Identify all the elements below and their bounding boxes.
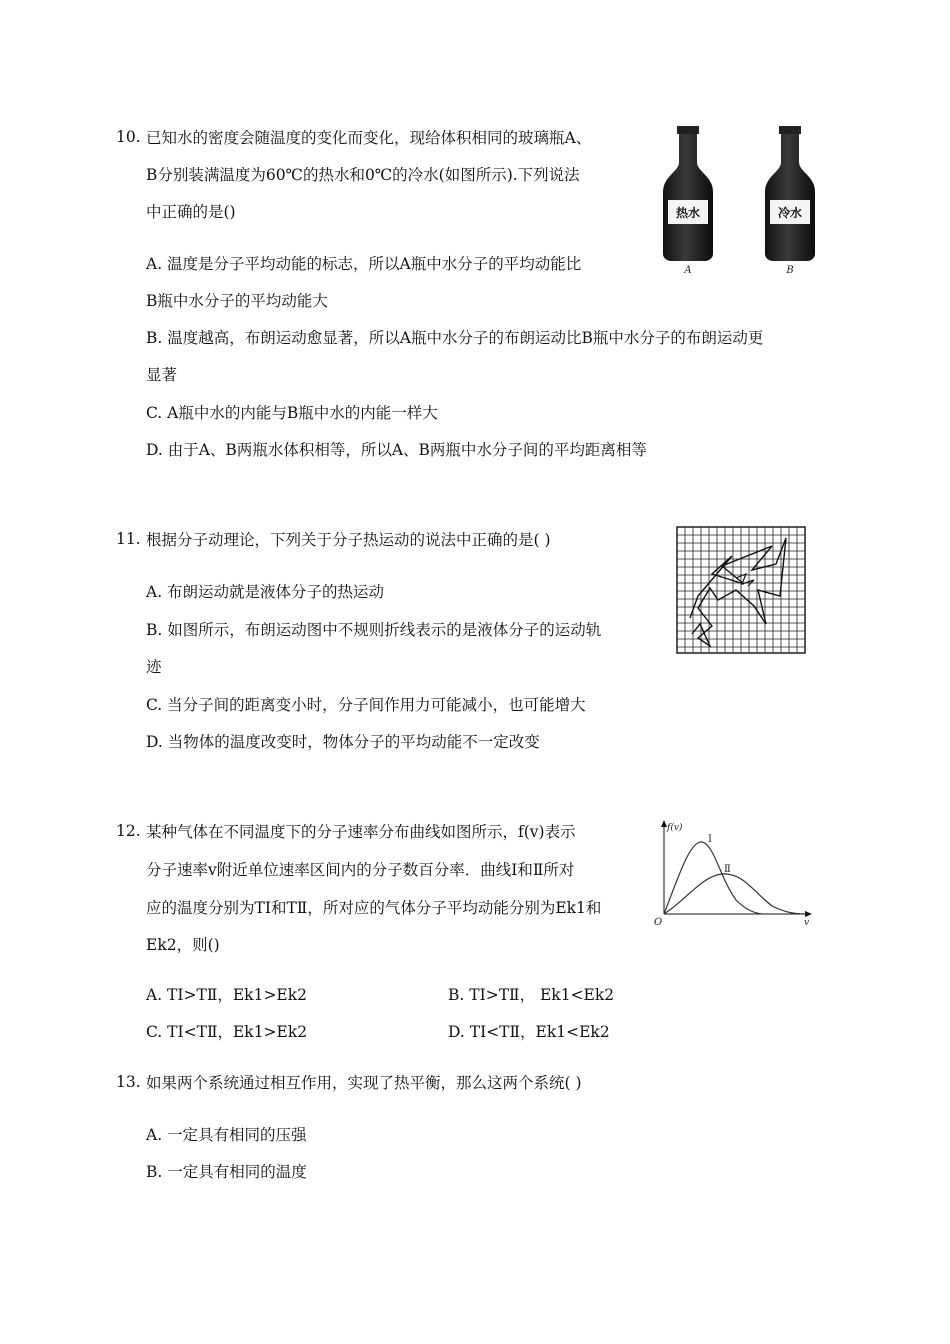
origin-label: O: [654, 917, 663, 928]
question-stem-line: 应的温度分别为TⅠ和TⅡ，所对应的气体分子平均动能分别为Ek1和: [146, 899, 602, 917]
question-stem-line: 中正确的是(): [146, 203, 236, 221]
option-b[interactable]: B. TⅠ>TⅡ， Ek1<Ek2: [448, 986, 615, 1004]
question-number: 10.: [116, 128, 141, 146]
option-c[interactable]: C. 当分子间的距离变小时，分子间作用力可能减小，也可能增大: [146, 696, 586, 714]
question-stem: 根据分子动理论，下列关于分子热运动的说法中正确的是( ): [146, 531, 551, 549]
option-b[interactable]: B. 温度越高，布朗运动愈显著，所以A瓶中水分子的布朗运动比B瓶中水分子的布朗运动更: [146, 329, 764, 347]
option-a[interactable]: A. 一定具有相同的压强: [146, 1126, 307, 1144]
option-a[interactable]: A. TⅠ>TⅡ，Ek1>Ek2: [146, 986, 307, 1004]
bottle-b-caption: B: [786, 265, 794, 276]
question-stem-line: B分别装满温度为60℃的热水和0℃的冷水(如图所示).下列说法: [146, 166, 580, 184]
option-a-continued: B瓶中水分子的平均动能大: [146, 292, 328, 310]
curve-2: [664, 874, 806, 914]
option-a[interactable]: A. 温度是分子平均动能的标志，所以A瓶中水分子的平均动能比: [146, 255, 582, 273]
option-a[interactable]: A. 布朗运动就是液体分子的热运动: [146, 583, 385, 601]
speed-distribution-figure: [650, 818, 815, 928]
option-c[interactable]: C. TⅠ<TⅡ，Ek1>Ek2: [146, 1023, 308, 1041]
option-d[interactable]: D. TⅠ<TⅡ，Ek1<Ek2: [448, 1023, 610, 1041]
question-stem-line: 某种气体在不同温度下的分子速率分布曲线如图所示，f(v)表示: [146, 823, 576, 841]
option-c[interactable]: C. A瓶中水的内能与B瓶中水的内能一样大: [146, 404, 438, 422]
x-axis-arrow: [805, 911, 812, 917]
brownian-motion-figure: [676, 526, 806, 654]
question-stem-line: 分子速率v附近单位速率区间内的分子数百分率．曲线Ⅰ和Ⅱ所对: [146, 861, 575, 879]
bottles-figure: [655, 124, 825, 276]
question-number: 11.: [116, 530, 141, 548]
question-stem-line: Ek2，则(): [146, 936, 220, 954]
option-b-continued: 显著: [146, 366, 178, 384]
question-stem-line: 已知水的密度会随温度的变化而变化，现给体积相同的玻璃瓶A、: [146, 129, 592, 147]
x-axis-label: v: [804, 918, 810, 928]
question-number: 13.: [116, 1073, 141, 1091]
option-b[interactable]: B. 一定具有相同的温度: [146, 1163, 307, 1181]
cold-water-label: 冷水: [777, 206, 803, 220]
curve-2-label: Ⅱ: [724, 864, 731, 875]
option-d[interactable]: D. 当物体的温度改变时，物体分子的平均动能不一定改变: [146, 733, 540, 751]
bottle-a-caption: A: [684, 265, 692, 276]
hot-water-bottle: [663, 126, 713, 261]
cold-water-bottle: [765, 126, 815, 261]
curve-1-label: Ⅰ: [708, 834, 712, 845]
y-axis-label: f(v): [667, 823, 683, 833]
option-d[interactable]: D. 由于A、B两瓶水体积相等，所以A、B两瓶中水分子间的平均距离相等: [146, 441, 647, 459]
option-b[interactable]: B. 如图所示，布朗运动图中不规则折线表示的是液体分子的运动轨: [146, 621, 602, 639]
option-b-continued: 迹: [146, 658, 162, 676]
question-stem: 如果两个系统通过相互作用，实现了热平衡，那么这两个系统( ): [146, 1074, 582, 1092]
question-number: 12.: [116, 822, 141, 840]
hot-water-label: 热水: [675, 206, 701, 220]
